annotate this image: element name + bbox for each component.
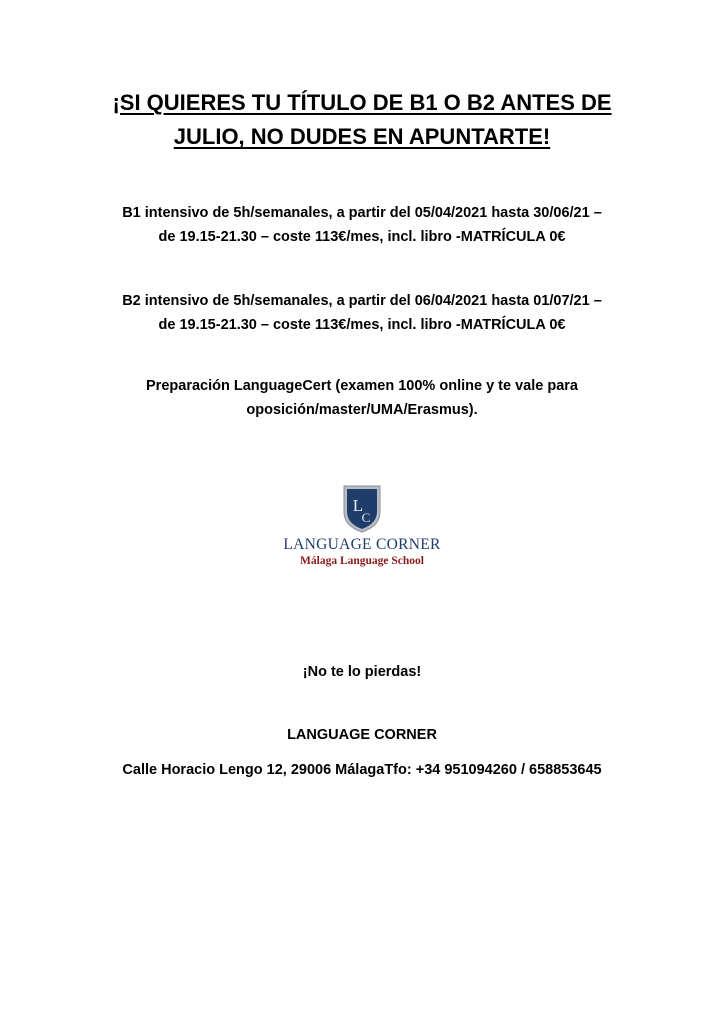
contact-address: Calle Horacio Lengo 12, 29006 MálagaTfo: +34 951094260 / 658853645 (122, 762, 602, 778)
monogram-letter-l: L (352, 496, 364, 515)
course-b1-line-1: B1 intensivo de 5h/semanales, a partir del 05/04/2021 hasta 30/06/21 – (122, 205, 602, 221)
headline (60, 86, 664, 154)
prep-line-1: Preparación LanguageCert (examen 100% online y te vale para (146, 378, 578, 394)
monogram-letter-c: C (361, 510, 371, 525)
cta-text: ¡No te lo pierdas! (302, 664, 422, 680)
logo-name-text: LANGUAGE CORNER (283, 536, 441, 553)
prep-line-2: oposición/master/UMA/Erasmus). (246, 402, 478, 418)
logo-tagline-text: Málaga Language School (300, 555, 424, 567)
prep-paragraph (60, 374, 664, 422)
course-b2-line-1: B2 intensivo de 5h/semanales, a partir del 06/04/2021 hasta 01/07/21 – (122, 293, 602, 309)
course-b2-paragraph (60, 289, 664, 337)
course-b1-line-2: de 19.15-21.30 – coste 113€/mes, incl. libro -MATRÍCULA 0€ (158, 229, 566, 245)
logo-graphic (272, 484, 452, 574)
headline-line-1: ¡SI QUIERES TU TÍTULO DE B1 O B2 ANTES DE (112, 90, 612, 115)
course-b1-paragraph (60, 201, 664, 249)
headline-line-2: JULIO, NO DUDES EN APUNTARTE! (173, 124, 551, 149)
course-b2-line-2: de 19.15-21.30 – coste 113€/mes, incl. libro -MATRÍCULA 0€ (158, 317, 566, 333)
shield-icon (344, 486, 380, 532)
company-name: LANGUAGE CORNER (287, 727, 437, 743)
language-corner-logo (272, 484, 452, 574)
